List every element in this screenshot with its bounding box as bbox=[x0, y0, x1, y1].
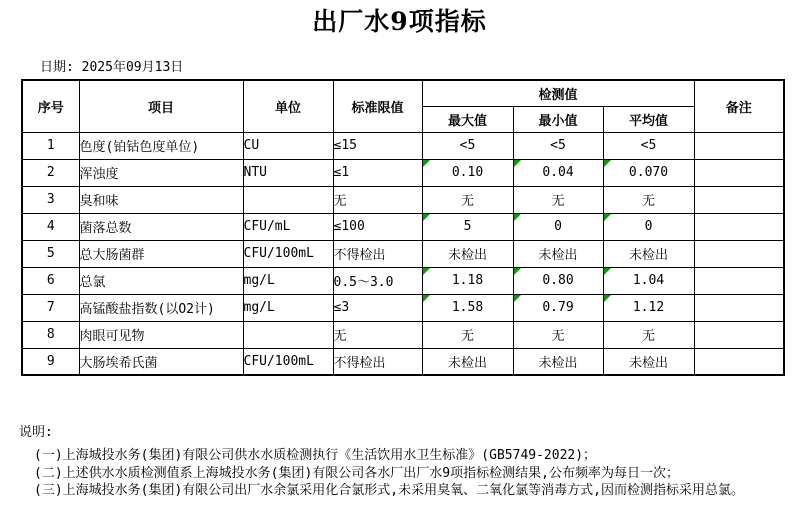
cell-row-number: 5 bbox=[22, 240, 79, 267]
cell-item-name: 总氯 bbox=[79, 267, 243, 294]
cell-item-name: 高锰酸盐指数(以O2计) bbox=[79, 294, 243, 321]
cell-min-value: 0 bbox=[513, 213, 603, 240]
flag-triangle-icon bbox=[423, 268, 430, 275]
cell-min-value: 0.04 bbox=[513, 159, 603, 186]
flag-triangle-icon bbox=[423, 295, 430, 302]
cell-unit: NTU bbox=[243, 159, 333, 186]
cell-standard-limit: 0.5～3.0 bbox=[333, 267, 422, 294]
cell-item-name: 肉眼可见物 bbox=[79, 321, 243, 348]
cell-remark bbox=[694, 159, 784, 186]
cell-item-name: 大肠埃希氏菌 bbox=[79, 348, 243, 375]
cell-avg-value: 1.12 bbox=[603, 294, 694, 321]
cell-row-number: 7 bbox=[22, 294, 79, 321]
cell-remark bbox=[694, 132, 784, 159]
flag-triangle-icon bbox=[514, 214, 521, 221]
table-row bbox=[22, 132, 784, 159]
cell-remark bbox=[694, 213, 784, 240]
cell-item-name: 总大肠菌群 bbox=[79, 240, 243, 267]
cell-item-name: 色度(铂钴色度单位) bbox=[79, 132, 243, 159]
cell-standard-limit: 不得检出 bbox=[333, 240, 422, 267]
cell-row-number: 6 bbox=[22, 267, 79, 294]
cell-remark bbox=[694, 321, 784, 348]
header-item: 项目 bbox=[79, 80, 243, 132]
flag-triangle-icon bbox=[514, 268, 521, 275]
cell-unit bbox=[243, 321, 333, 348]
cell-max-value: 5 bbox=[422, 213, 513, 240]
header-unit: 单位 bbox=[243, 80, 333, 132]
table-row bbox=[22, 321, 784, 348]
cell-min-value: 未检出 bbox=[513, 348, 603, 375]
cell-max-value: 1.58 bbox=[422, 294, 513, 321]
cell-unit: mg/L bbox=[243, 267, 333, 294]
table-row bbox=[22, 186, 784, 213]
cell-row-number: 3 bbox=[22, 186, 79, 213]
flag-triangle-icon bbox=[423, 214, 430, 221]
cell-item-name: 臭和味 bbox=[79, 186, 243, 213]
note-line: (二)上述供水水质检测值系上海城投水务(集团)有限公司各水厂出厂水9项指标检测结果,公布频率为每日一次； bbox=[34, 465, 679, 481]
water-quality-table bbox=[21, 79, 785, 376]
cell-max-value: 无 bbox=[422, 186, 513, 213]
cell-standard-limit: ≤100 bbox=[333, 213, 422, 240]
cell-max-value: 0.10 bbox=[422, 159, 513, 186]
cell-remark bbox=[694, 240, 784, 267]
cell-unit: CFU/100mL bbox=[243, 348, 333, 375]
table-row bbox=[22, 267, 784, 294]
table-row bbox=[22, 213, 784, 240]
cell-standard-limit: ≤15 bbox=[333, 132, 422, 159]
note-line: (一)上海城投水务(集团)有限公司供水水质检测执行《生活饮用水卫生标准》(GB5749-2022)； bbox=[34, 448, 597, 463]
cell-standard-limit: 无 bbox=[333, 186, 422, 213]
table-row bbox=[22, 294, 784, 321]
flag-triangle-icon bbox=[514, 160, 521, 167]
cell-row-number: 8 bbox=[22, 321, 79, 348]
cell-unit: CFU/mL bbox=[243, 213, 333, 240]
cell-row-number: 2 bbox=[22, 159, 79, 186]
flag-triangle-icon bbox=[604, 214, 611, 221]
header-detected-group: 检测值 bbox=[422, 80, 694, 106]
cell-standard-limit: 无 bbox=[333, 321, 422, 348]
cell-remark bbox=[694, 348, 784, 375]
cell-remark bbox=[694, 267, 784, 294]
table-row bbox=[22, 348, 784, 375]
cell-unit bbox=[243, 186, 333, 213]
cell-max-value: 未检出 bbox=[422, 348, 513, 375]
page-title: 出厂水9项指标 bbox=[312, 7, 487, 36]
cell-min-value: <5 bbox=[513, 132, 603, 159]
cell-avg-value: <5 bbox=[603, 132, 694, 159]
notes-block bbox=[34, 447, 744, 500]
cell-max-value: 1.18 bbox=[422, 267, 513, 294]
cell-standard-limit: ≤3 bbox=[333, 294, 422, 321]
cell-avg-value: 无 bbox=[603, 186, 694, 213]
cell-unit: CU bbox=[243, 132, 333, 159]
cell-min-value: 0.80 bbox=[513, 267, 603, 294]
cell-max-value: 无 bbox=[422, 321, 513, 348]
header-avg: 平均值 bbox=[603, 106, 694, 132]
header-remark: 备注 bbox=[694, 80, 784, 132]
note-line: (三)上海城投水务(集团)有限公司出厂水余氯采用化合氯形式,未采用臭氧、二氧化氯等消毒方式,因而检测指标采用总氯。 bbox=[34, 483, 744, 498]
report-date: 日期: 2025年09月13日 bbox=[40, 60, 184, 75]
cell-remark bbox=[694, 294, 784, 321]
cell-item-name: 菌落总数 bbox=[79, 213, 243, 240]
cell-row-number: 4 bbox=[22, 213, 79, 240]
cell-avg-value: 0 bbox=[603, 213, 694, 240]
cell-min-value: 0.79 bbox=[513, 294, 603, 321]
cell-row-number: 9 bbox=[22, 348, 79, 375]
cell-standard-limit: ≤1 bbox=[333, 159, 422, 186]
cell-unit: CFU/100mL bbox=[243, 240, 333, 267]
cell-avg-value: 0.070 bbox=[603, 159, 694, 186]
cell-avg-value: 无 bbox=[603, 321, 694, 348]
flag-triangle-icon bbox=[604, 295, 611, 302]
table-body bbox=[22, 132, 784, 375]
header-no: 序号 bbox=[22, 80, 79, 132]
cell-remark bbox=[694, 186, 784, 213]
cell-avg-value: 未检出 bbox=[603, 240, 694, 267]
cell-standard-limit: 不得检出 bbox=[333, 348, 422, 375]
cell-min-value: 无 bbox=[513, 321, 603, 348]
cell-avg-value: 未检出 bbox=[603, 348, 694, 375]
table-row bbox=[22, 159, 784, 186]
cell-min-value: 未检出 bbox=[513, 240, 603, 267]
cell-row-number: 1 bbox=[22, 132, 79, 159]
table-row bbox=[22, 240, 784, 267]
flag-triangle-icon bbox=[423, 160, 430, 167]
flag-triangle-icon bbox=[604, 268, 611, 275]
notes-label: 说明: bbox=[19, 425, 53, 440]
cell-item-name: 浑浊度 bbox=[79, 159, 243, 186]
flag-triangle-icon bbox=[514, 295, 521, 302]
header-max: 最大值 bbox=[422, 106, 513, 132]
cell-min-value: 无 bbox=[513, 186, 603, 213]
header-min: 最小值 bbox=[513, 106, 603, 132]
cell-unit: mg/L bbox=[243, 294, 333, 321]
cell-max-value: 未检出 bbox=[422, 240, 513, 267]
header-limit: 标准限值 bbox=[333, 80, 422, 132]
table-header bbox=[22, 80, 784, 132]
cell-avg-value: 1.04 bbox=[603, 267, 694, 294]
cell-max-value: <5 bbox=[422, 132, 513, 159]
flag-triangle-icon bbox=[604, 160, 611, 167]
